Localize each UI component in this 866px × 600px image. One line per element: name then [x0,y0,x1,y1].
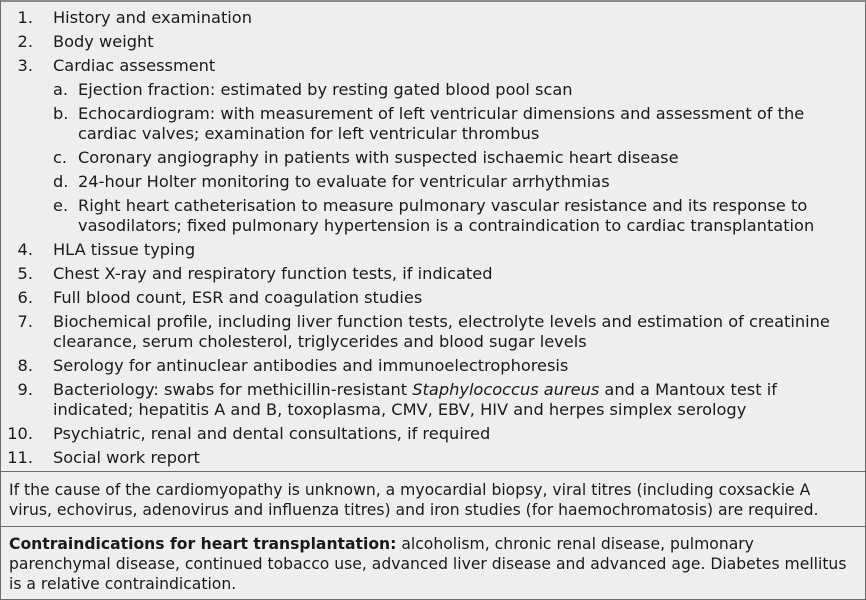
sub-list-item [1,104,865,144]
item-number: 2. [17,32,33,51]
item-letter: b. [53,104,69,123]
item-text-part: and a Mantoux test if indicated; hepatitis A and B, toxoplasma, CMV, EBV, HIV and herpes simplex serology [53,380,777,419]
contraindications-label: Contraindications for heart transplantation: [9,535,397,553]
item-text: Serology for antinuclear antibodies and immunoelectrophoresis [53,356,569,375]
item-letter: d. [53,172,69,191]
contraindications-text: alcoholism, chronic renal disease, pulmonary parenchymal disease, continued tobacco use, advanced liver disease and advanced age. Diabetes mellitus is a relative contraindication. [9,535,847,593]
list-item [1,8,865,28]
item-text: Chest X-ray and respiratory function tests, if indicated [53,264,493,283]
item-number: 8. [17,356,33,375]
item-text: Ejection fraction: estimated by resting gated blood pool scan [78,80,573,99]
list-item [1,356,865,376]
item-text: History and examination [53,8,252,27]
item-text: Coronary angiography in patients with suspected ischaemic heart disease [78,148,679,167]
item-text: Cardiac assessment [53,56,216,75]
item-text: Body weight [53,32,154,51]
item-text: 24-hour Holter monitoring to evaluate for ventricular arrhythmias [78,172,610,191]
item-number: 11. [7,448,33,467]
item-number: 3. [17,56,33,75]
item-text: Echocardiogram: with measurement of left ventricular dimensions and assessment of the cardiac valves; examination for left ventricular thrombus [78,104,805,143]
list-item [1,56,865,76]
cardiomyopathy-note: If the cause of the cardiomyopathy is unknown, a myocardial biopsy, viral titres (including coxsackie A virus, echovirus, adenovirus and influenza titres) and iron studies (for haemochromatosis) are required. [9,481,819,519]
list-item [1,264,865,284]
item-text: Psychiatric, renal and dental consultations, if required [53,424,491,443]
list-item [1,288,865,308]
list-item [1,424,865,444]
item-number: 6. [17,288,33,307]
item-text: Social work report [53,448,200,467]
item-number: 7. [17,312,33,331]
divider [1,526,865,527]
list-item [1,448,865,468]
item-text: HLA tissue typing [53,240,196,259]
item-text-part: Bacteriology: swabs for methicillin-resistant [53,380,413,399]
item-number: 5. [17,264,33,283]
item-number: 10. [7,424,33,443]
item-text [53,380,849,420]
sub-list-item [1,196,865,236]
item-text: Biochemical profile, including liver function tests, electrolyte levels and estimation of creatinine clearance, serum cholesterol, triglycerides and blood sugar levels [53,312,830,351]
sub-list-item [1,80,865,100]
item-letter: e. [53,196,69,215]
item-text: Right heart catheterisation to measure pulmonary vascular resistance and its response to vasodilators; fixed pulmonary hypertension is a contraindication to cardiac transplantation [78,196,815,235]
contraindications-note [9,534,851,594]
list-item [1,32,865,52]
item-number: 9. [17,380,33,399]
sub-list-item [1,172,865,192]
organism-name: Staphylococcus aureus [412,380,600,399]
item-letter: c. [53,148,68,167]
list-item [1,380,865,420]
item-number: 1. [17,8,33,27]
list-item [1,312,865,352]
item-number: 4. [17,240,33,259]
item-text: Full blood count, ESR and coagulation studies [53,288,423,307]
workup-list [1,8,865,468]
sub-list-item [1,148,865,168]
divider [1,471,865,472]
item-letter: a. [53,80,69,99]
list-item [1,240,865,260]
